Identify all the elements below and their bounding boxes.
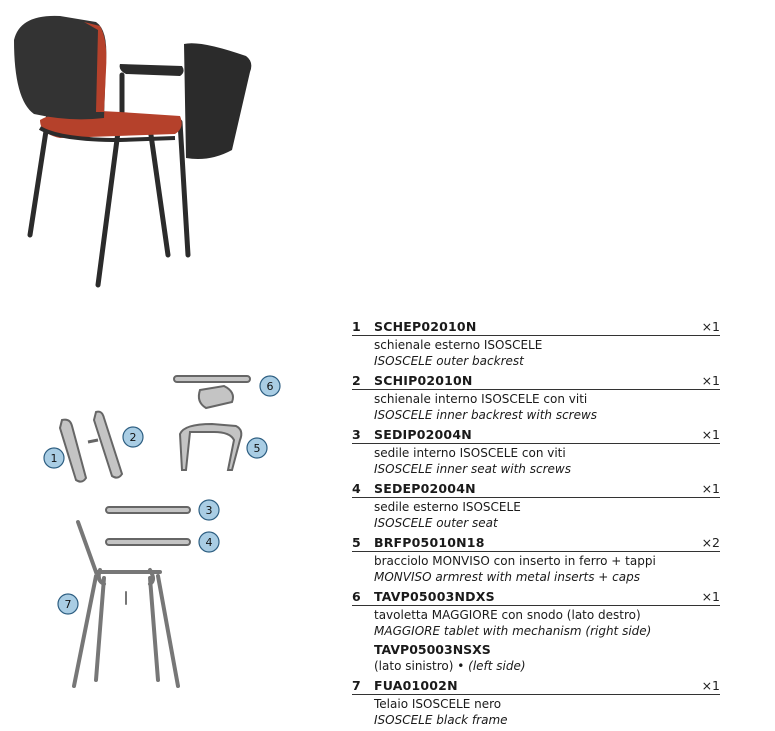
callout-6: [260, 376, 280, 396]
part-desc-en: ISOSCELE inner seat with screws: [374, 462, 571, 476]
part-desc-it: sedile interno ISOSCELE con viti: [374, 446, 566, 460]
part-3-header: [352, 426, 720, 444]
part-quantity: ×1: [701, 427, 720, 442]
callout-5: [247, 438, 267, 458]
part-1-header: [352, 318, 720, 336]
part-5: [352, 534, 720, 588]
part-number: 2: [352, 373, 361, 388]
callout-7: [58, 594, 78, 614]
part-6: [352, 588, 720, 677]
part-desc-en: ISOSCELE inner backrest with screws: [374, 408, 598, 422]
callout-3: [199, 500, 219, 520]
part-number: 5: [352, 535, 361, 550]
part-desc-it: bracciolo MONVISO con inserto in ferro + tappi: [374, 554, 656, 568]
part-code: SCHEP02010N: [374, 319, 477, 334]
part-desc-it: schienale esterno ISOSCELE: [374, 338, 543, 352]
part-quantity: ×1: [701, 319, 720, 334]
part-code: SCHIP02010N: [374, 373, 473, 388]
callout-1-label: 1: [50, 452, 58, 465]
part-desc-it: tavoletta MAGGIORE con snodo (lato destro): [374, 608, 641, 622]
part-code: FUA01002N: [374, 678, 458, 693]
part-alt-desc-en: (left side): [468, 659, 526, 673]
part-number: 4: [352, 481, 361, 496]
part-2: [352, 372, 720, 426]
callout-2-label: 2: [129, 431, 137, 444]
part-desc-en: ISOSCELE outer seat: [374, 516, 498, 530]
part-code: SEDIP02004N: [374, 427, 472, 442]
parts-list: [352, 318, 720, 731]
part-alt-desc: [374, 658, 720, 674]
part-number: 6: [352, 589, 361, 604]
callout-7-label: 7: [64, 598, 72, 611]
part-2-header: [352, 372, 720, 390]
chair-photo: [0, 0, 280, 300]
part-desc-en: ISOSCELE black frame: [374, 713, 508, 727]
part-desc-en: MONVISO armrest with metal inserts + caps: [374, 570, 640, 584]
part-quantity: ×1: [701, 373, 720, 388]
part-code: BRFP05010N18: [374, 535, 485, 550]
part-number: 1: [352, 319, 361, 334]
part-desc-en: MAGGIORE tablet with mechanism (right side): [374, 624, 652, 638]
callout-4-label: 4: [205, 536, 213, 549]
part-desc-it: sedile esterno ISOSCELE: [374, 500, 521, 514]
part-code: SEDEP02004N: [374, 481, 476, 496]
part-6-header: [352, 588, 720, 606]
part-desc-en: ISOSCELE outer backrest: [374, 354, 524, 368]
callout-6-label: 6: [266, 380, 274, 393]
part-5-header: [352, 534, 720, 552]
part-number: 3: [352, 427, 361, 442]
callout-1: [44, 448, 64, 468]
callout-3-label: 3: [205, 504, 213, 517]
part-4: [352, 480, 720, 534]
callout-2: [123, 427, 143, 447]
part-desc-it: schienale interno ISOSCELE con viti: [374, 392, 588, 406]
part-3: [352, 426, 720, 480]
part-number: 7: [352, 678, 361, 693]
part-code: TAVP05003NDXS: [374, 589, 495, 604]
callout-4: [199, 532, 219, 552]
part-4-header: [352, 480, 720, 498]
part-desc-it: Telaio ISOSCELE nero: [374, 697, 502, 711]
part-alt-code: TAVP05003NSXS: [374, 642, 491, 657]
exploded-parts-diagram: [30, 360, 300, 700]
part-quantity: ×1: [701, 589, 720, 604]
part-quantity: ×1: [701, 678, 720, 693]
part-7: [352, 677, 720, 731]
part-alt-desc-it: (lato sinistro) •: [374, 659, 465, 673]
callout-5-label: 5: [253, 442, 261, 455]
part-quantity: ×1: [701, 481, 720, 496]
part-7-header: [352, 677, 720, 695]
part-quantity: ×2: [701, 535, 720, 550]
part-1: [352, 318, 720, 372]
